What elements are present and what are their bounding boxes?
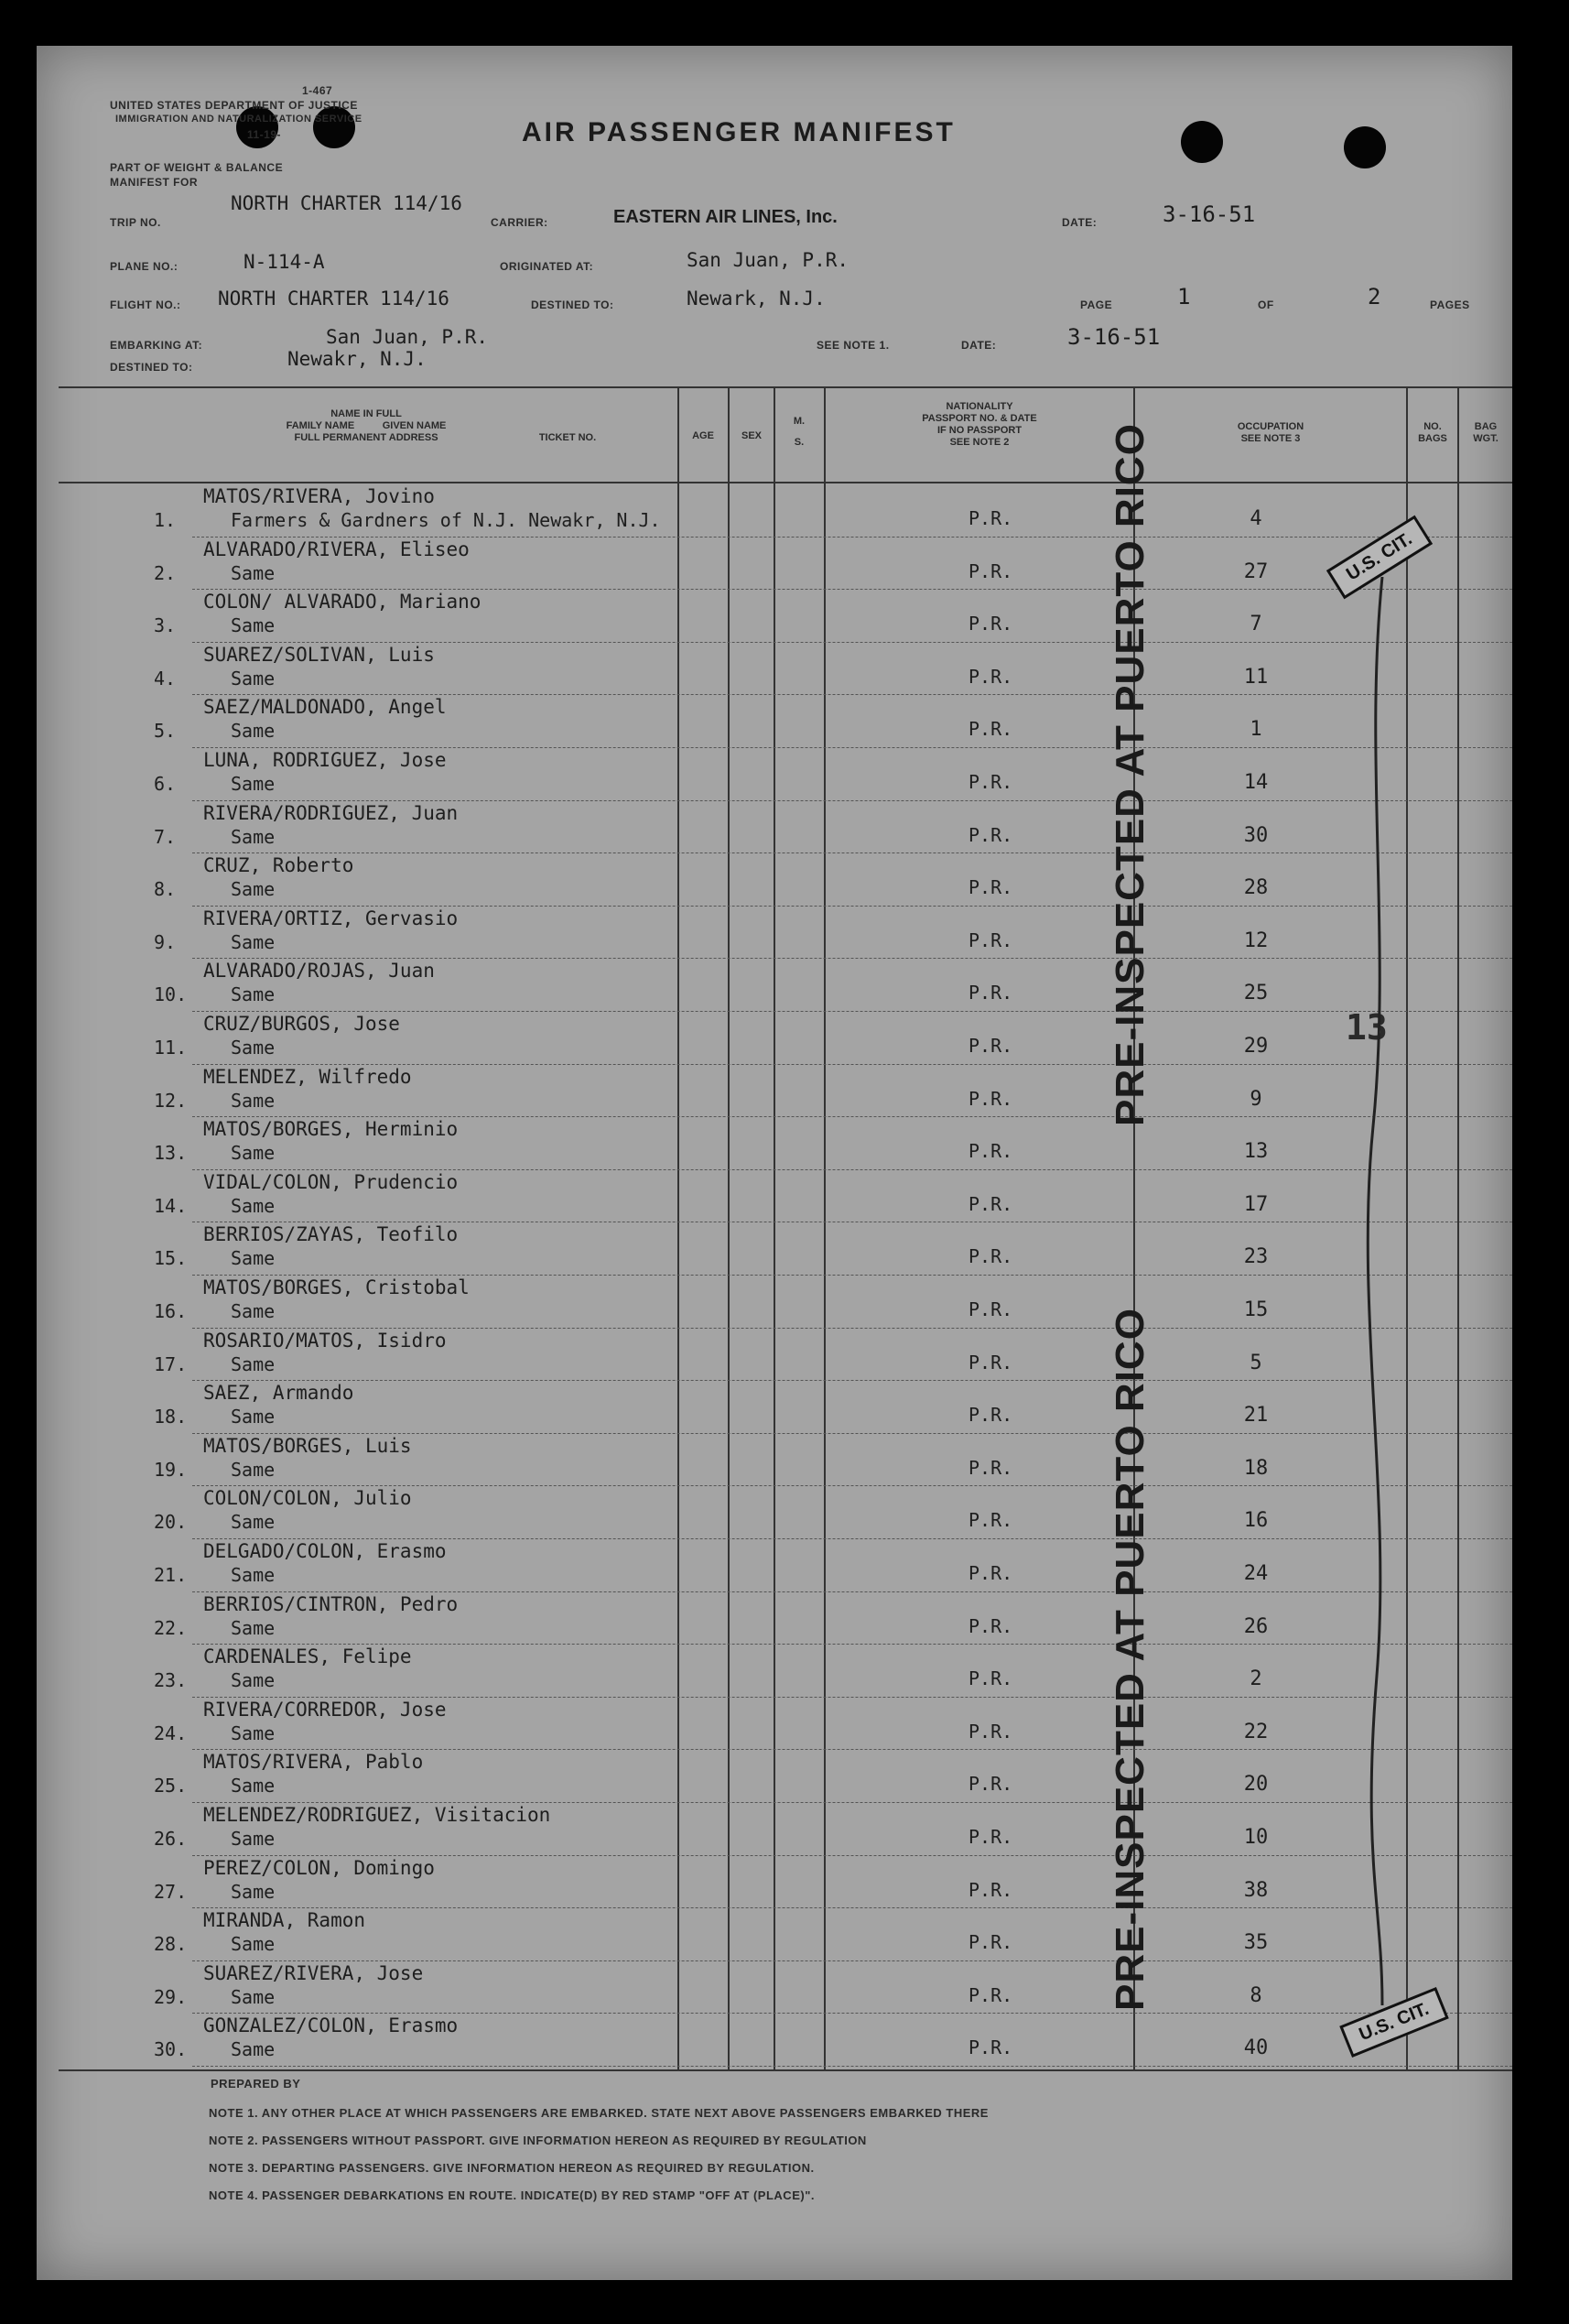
passenger-name: SAEZ, Armando bbox=[203, 1382, 354, 1405]
carrier-label: CARRIER: bbox=[491, 216, 548, 229]
passenger-name: MATOS/RIVERA, Pablo bbox=[203, 1751, 424, 1774]
passenger-name: MATOS/BORGES, Luis bbox=[203, 1434, 412, 1457]
row-number: 3. bbox=[154, 614, 177, 637]
passenger-name: ROSARIO/MATOS, Isidro bbox=[203, 1329, 447, 1352]
prepared-by-label: PREPARED BY bbox=[211, 2077, 301, 2091]
row-divider bbox=[192, 1538, 1512, 1539]
row-number: 4. bbox=[154, 667, 177, 690]
row-divider bbox=[192, 1802, 1512, 1803]
passenger-name: PEREZ/COLON, Domingo bbox=[203, 1856, 435, 1879]
passenger-occupation: 35 bbox=[1243, 1931, 1269, 1955]
row-divider bbox=[192, 1697, 1512, 1698]
passenger-address: Same bbox=[231, 1616, 276, 1639]
passenger-nationality: P.R. bbox=[968, 771, 1013, 793]
passenger-address: Same bbox=[231, 1669, 276, 1692]
passenger-address: Same bbox=[231, 1721, 276, 1744]
pages-label: PAGES bbox=[1430, 299, 1470, 311]
column-divider bbox=[774, 386, 775, 2069]
col-header-occ-line: OCCUPATION bbox=[1237, 421, 1304, 432]
passenger-nationality: P.R. bbox=[968, 1035, 1013, 1057]
date-value: 3-16-51 bbox=[1163, 201, 1256, 227]
row-number: 26. bbox=[154, 1828, 188, 1850]
passenger-occupation: 30 bbox=[1243, 823, 1269, 847]
us-citizen-stamp-upper: U.S. CIT. bbox=[1326, 516, 1433, 600]
passenger-name: MATOS/RIVERA, Jovino bbox=[203, 485, 435, 507]
passenger-occupation: 4 bbox=[1250, 507, 1262, 530]
row-divider bbox=[192, 1275, 1512, 1276]
passenger-nationality: P.R. bbox=[968, 1404, 1013, 1427]
passenger-address: Farmers & Gardners of N.J. Newakr, N.J. bbox=[231, 509, 661, 531]
col-header-bagwgt-line: WGT. bbox=[1473, 433, 1499, 444]
originated-label: ORIGINATED AT: bbox=[500, 260, 594, 273]
see-note-label: SEE NOTE 1. bbox=[817, 339, 890, 352]
passenger-occupation: 24 bbox=[1243, 1562, 1269, 1585]
row-number: 24. bbox=[154, 1721, 188, 1744]
row-number: 6. bbox=[154, 773, 177, 795]
date-label: DATE: bbox=[1062, 216, 1098, 229]
passenger-name: CRUZ/BURGOS, Jose bbox=[203, 1013, 400, 1035]
passenger-address: Same bbox=[231, 878, 276, 901]
passenger-occupation: 14 bbox=[1243, 771, 1269, 794]
embarking-label: EMBARKING AT: bbox=[110, 339, 203, 352]
passenger-occupation: 29 bbox=[1243, 1035, 1269, 1058]
passenger-address: Same bbox=[231, 614, 276, 637]
passenger-nationality: P.R. bbox=[968, 1720, 1013, 1743]
of-value: 2 bbox=[1368, 284, 1381, 310]
passenger-address: Same bbox=[231, 667, 276, 690]
passenger-nationality: P.R. bbox=[968, 876, 1013, 899]
row-divider bbox=[192, 852, 1512, 853]
col-header-bags bbox=[1408, 421, 1457, 445]
row-number: 11. bbox=[154, 1037, 188, 1059]
passenger-name: CRUZ, Roberto bbox=[203, 854, 354, 877]
passenger-occupation: 23 bbox=[1243, 1245, 1269, 1269]
row-number: 14. bbox=[154, 1194, 188, 1217]
destined-value: Newark, N.J. bbox=[687, 288, 826, 310]
col-header-nat-line: SEE NOTE 2 bbox=[949, 437, 1010, 448]
row-number: 9. bbox=[154, 930, 177, 953]
passenger-address: Same bbox=[231, 983, 276, 1006]
col-header-bagwgt-line: BAG bbox=[1474, 421, 1498, 432]
row-number: 27. bbox=[154, 1880, 188, 1903]
row-divider bbox=[192, 537, 1512, 538]
passenger-occupation: 27 bbox=[1243, 559, 1269, 583]
col-header-s: S. bbox=[794, 437, 805, 448]
row-number: 8. bbox=[154, 878, 177, 901]
passenger-nationality: P.R. bbox=[968, 1456, 1013, 1479]
row-number: 29. bbox=[154, 1985, 188, 2008]
row-number: 12. bbox=[154, 1089, 188, 1112]
passenger-address: Same bbox=[231, 1985, 276, 2008]
table-top-border bbox=[59, 386, 1512, 388]
note-1: NOTE 1. ANY OTHER PLACE AT WHICH PASSENGERS ARE EMBARKED. STATE NEXT ABOVE PASSENGERS EMBARKED THERE bbox=[209, 2106, 989, 2120]
passenger-address: Same bbox=[231, 1775, 276, 1797]
row-divider bbox=[192, 1960, 1512, 1961]
passenger-name: MATOS/BORGES, Cristobal bbox=[203, 1276, 470, 1298]
destined-to-value: Newakr, N.J. bbox=[287, 348, 427, 370]
passenger-name: COLON/COLON, Julio bbox=[203, 1487, 412, 1510]
passenger-address: Same bbox=[231, 1089, 276, 1112]
passenger-address: Same bbox=[231, 720, 276, 743]
punch-hole bbox=[236, 106, 278, 148]
row-number: 18. bbox=[154, 1406, 188, 1428]
passenger-name: SUAREZ/SOLIVAN, Luis bbox=[203, 643, 435, 666]
passenger-address: Same bbox=[231, 1511, 276, 1534]
col-header-ticket: TICKET NO. bbox=[538, 432, 597, 443]
passenger-occupation: 16 bbox=[1243, 1509, 1269, 1533]
row-divider bbox=[192, 1855, 1512, 1856]
passenger-address: Same bbox=[231, 561, 276, 584]
row-number: 21. bbox=[154, 1564, 188, 1586]
row-divider bbox=[192, 1644, 1512, 1645]
originated-value: San Juan, P.R. bbox=[687, 249, 849, 271]
punch-hole bbox=[1344, 126, 1386, 168]
passenger-name: DELGADO/COLON, Erasmo bbox=[203, 1540, 447, 1562]
passenger-occupation: 5 bbox=[1250, 1351, 1262, 1374]
date2-value: 3-16-51 bbox=[1067, 324, 1161, 350]
punch-hole bbox=[313, 106, 355, 148]
passenger-name: VIDAL/COLON, Prudencio bbox=[203, 1170, 459, 1193]
passenger-name: MELENDEZ, Wilfredo bbox=[203, 1065, 412, 1088]
col-header-sex: SEX bbox=[741, 430, 762, 441]
passenger-nationality: P.R. bbox=[968, 1509, 1013, 1532]
page-value: 1 bbox=[1177, 284, 1191, 310]
passenger-name: BERRIOS/ZAYAS, Teofilo bbox=[203, 1223, 459, 1246]
row-divider bbox=[192, 800, 1512, 801]
passenger-nationality: P.R. bbox=[968, 1298, 1013, 1320]
passenger-address: Same bbox=[231, 1406, 276, 1428]
passenger-nationality: P.R. bbox=[968, 559, 1013, 582]
manifest-sheet bbox=[37, 46, 1512, 2280]
col-header-nat-line: PASSPORT NO. & DATE bbox=[922, 413, 1037, 424]
row-number: 7. bbox=[154, 825, 177, 848]
page-label: PAGE bbox=[1080, 299, 1113, 311]
col-header-occupation bbox=[1135, 421, 1406, 445]
note-3: NOTE 3. DEPARTING PASSENGERS. GIVE INFORMATION HEREON AS REQUIRED BY REGULATION. bbox=[209, 2161, 815, 2175]
passenger-address: Same bbox=[231, 1880, 276, 1903]
passenger-name: COLON/ ALVARADO, Mariano bbox=[203, 591, 482, 614]
plane-no-label: PLANE NO.: bbox=[110, 260, 179, 273]
passenger-occupation: 8 bbox=[1250, 1983, 1262, 2007]
passenger-name: SAEZ/MALDONADO, Angel bbox=[203, 696, 447, 719]
passenger-nationality: P.R. bbox=[968, 1245, 1013, 1268]
passenger-nationality: P.R. bbox=[968, 2036, 1013, 2059]
row-number: 16. bbox=[154, 1300, 188, 1322]
passenger-occupation: 13 bbox=[1243, 1140, 1269, 1164]
passenger-address: Same bbox=[231, 1458, 276, 1481]
row-number: 23. bbox=[154, 1669, 188, 1692]
department-line-3: 11-19- bbox=[247, 128, 282, 141]
col-header-nat-line: IF NO PASSPORT bbox=[936, 425, 1023, 436]
row-number: 2. bbox=[154, 561, 177, 584]
passenger-nationality: P.R. bbox=[968, 1878, 1013, 1901]
passenger-nationality: P.R. bbox=[968, 613, 1013, 635]
passenger-occupation: 20 bbox=[1243, 1773, 1269, 1797]
passenger-occupation: 2 bbox=[1250, 1667, 1262, 1691]
passenger-nationality: P.R. bbox=[968, 929, 1013, 951]
row-number: 25. bbox=[154, 1775, 188, 1797]
row-divider bbox=[192, 1380, 1512, 1381]
col-header-bags-line: BAGS bbox=[1418, 433, 1447, 444]
passenger-nationality: P.R. bbox=[968, 1192, 1013, 1215]
col-header-occ-line: SEE NOTE 3 bbox=[1240, 433, 1301, 444]
col-header-nat-line: NATIONALITY bbox=[946, 401, 1013, 412]
row-number: 10. bbox=[154, 983, 188, 1006]
punch-hole bbox=[1181, 121, 1223, 163]
passenger-address: Same bbox=[231, 825, 276, 848]
row-divider bbox=[192, 1011, 1512, 1012]
passenger-occupation: 11 bbox=[1243, 665, 1269, 689]
passenger-occupation: 12 bbox=[1243, 929, 1269, 952]
table-header-border bbox=[59, 482, 1512, 483]
passenger-name: CARDENALES, Felipe bbox=[203, 1645, 412, 1668]
passenger-nationality: P.R. bbox=[968, 1562, 1013, 1584]
note-4: NOTE 4. PASSENGER DEBARKATIONS EN ROUTE. INDICATE(D) BY RED STAMP "OFF AT (PLACE)". bbox=[209, 2188, 815, 2202]
column-divider bbox=[824, 386, 826, 2069]
col-header-bags-line: NO. bbox=[1423, 421, 1442, 432]
passenger-nationality: P.R. bbox=[968, 1983, 1013, 2006]
row-divider bbox=[192, 747, 1512, 748]
passenger-occupation: 10 bbox=[1243, 1826, 1269, 1849]
trip-no-label: TRIP NO. bbox=[110, 216, 161, 229]
passenger-address: Same bbox=[231, 1247, 276, 1270]
column-divider bbox=[677, 386, 679, 2069]
passenger-name: ALVARADO/RIVERA, Eliseo bbox=[203, 538, 470, 560]
passenger-address: Same bbox=[231, 930, 276, 953]
row-divider bbox=[192, 589, 1512, 590]
row-divider bbox=[192, 694, 1512, 695]
column-divider bbox=[728, 386, 730, 2069]
passenger-occupation: 17 bbox=[1243, 1192, 1269, 1216]
destined-to-label: DESTINED TO: bbox=[110, 361, 193, 374]
passenger-address: Same bbox=[231, 1564, 276, 1586]
date2-label: DATE: bbox=[961, 339, 997, 352]
col-header-name-line: FULL PERMANENT ADDRESS bbox=[294, 432, 438, 443]
passenger-nationality: P.R. bbox=[968, 1773, 1013, 1796]
col-header-age: AGE bbox=[692, 430, 714, 441]
passenger-name: MATOS/BORGES, Herminio bbox=[203, 1118, 459, 1141]
row-divider bbox=[192, 2013, 1512, 2014]
passenger-occupation: 9 bbox=[1250, 1087, 1262, 1111]
part-of-line-2: MANIFEST FOR bbox=[110, 176, 198, 189]
col-header-name-line: FAMILY NAME GIVEN NAME bbox=[286, 420, 447, 431]
passenger-address: Same bbox=[231, 1352, 276, 1375]
row-divider bbox=[192, 1328, 1512, 1329]
row-divider bbox=[192, 1169, 1512, 1170]
passenger-nationality: P.R. bbox=[968, 507, 1013, 529]
passenger-name: RIVERA/RODRIGUEZ, Juan bbox=[203, 801, 459, 824]
pre-inspected-stamp-lower: PRE-INSPECTED AT PUERTO RICO bbox=[1108, 1308, 1152, 2011]
col-header-name-line: NAME IN FULL bbox=[330, 408, 402, 419]
flight-no-label: FLIGHT NO.: bbox=[110, 299, 181, 311]
passenger-nationality: P.R. bbox=[968, 1931, 1013, 1954]
passenger-nationality: P.R. bbox=[968, 1351, 1013, 1374]
row-number: 28. bbox=[154, 1933, 188, 1956]
passenger-nationality: P.R. bbox=[968, 1826, 1013, 1848]
row-divider bbox=[192, 1907, 1512, 1908]
handwritten-total: 13 bbox=[1346, 1007, 1388, 1048]
passenger-occupation: 25 bbox=[1243, 982, 1269, 1005]
passenger-name: GONZALEZ/COLON, Erasmo bbox=[203, 2014, 459, 2037]
embarking-value: San Juan, P.R. bbox=[326, 326, 489, 348]
column-divider bbox=[1457, 386, 1459, 2069]
passenger-address: Same bbox=[231, 1037, 276, 1059]
destined-label: DESTINED TO: bbox=[531, 299, 614, 311]
note-2: NOTE 2. PASSENGERS WITHOUT PASSPORT. GIVE INFORMATION HEREON AS REQUIRED BY REGULATION bbox=[209, 2134, 867, 2147]
trip-no-value: NORTH CHARTER 114/16 bbox=[231, 192, 462, 214]
pre-inspected-stamp-upper: PRE-INSPECTED AT PUERTO RICO bbox=[1108, 423, 1152, 1126]
row-divider bbox=[192, 1064, 1512, 1065]
row-divider bbox=[192, 1591, 1512, 1592]
passenger-address: Same bbox=[231, 773, 276, 795]
col-header-nationality bbox=[826, 401, 1133, 449]
row-divider bbox=[192, 906, 1512, 907]
col-header-ms bbox=[775, 416, 823, 449]
row-number: 20. bbox=[154, 1511, 188, 1534]
passenger-name: BERRIOS/CINTRON, Pedro bbox=[203, 1592, 459, 1615]
passenger-name: MELENDEZ/RODRIGUEZ, Visitacion bbox=[203, 1804, 551, 1826]
passenger-occupation: 15 bbox=[1243, 1298, 1269, 1321]
passenger-occupation: 18 bbox=[1243, 1456, 1269, 1480]
row-number: 17. bbox=[154, 1352, 188, 1375]
row-number: 5. bbox=[154, 720, 177, 743]
bracket-line bbox=[1355, 577, 1410, 2005]
carrier-value: EASTERN AIR LINES, Inc. bbox=[613, 207, 838, 227]
row-number: 22. bbox=[154, 1616, 188, 1639]
passenger-address: Same bbox=[231, 1300, 276, 1322]
passenger-occupation: 21 bbox=[1243, 1404, 1269, 1428]
passenger-nationality: P.R. bbox=[968, 1140, 1013, 1163]
passenger-nationality: P.R. bbox=[968, 1087, 1013, 1110]
part-of-line-1: PART OF WEIGHT & BALANCE bbox=[110, 161, 284, 174]
passenger-nationality: P.R. bbox=[968, 982, 1013, 1005]
row-divider bbox=[192, 2066, 1512, 2067]
form-number: 1-467 bbox=[302, 84, 333, 97]
passenger-occupation: 22 bbox=[1243, 1720, 1269, 1743]
plane-no-value: N-114-A bbox=[243, 251, 325, 273]
passenger-nationality: P.R. bbox=[968, 718, 1013, 741]
passenger-address: Same bbox=[231, 1194, 276, 1217]
passenger-name: SUAREZ/RIVERA, Jose bbox=[203, 1961, 424, 1984]
passenger-nationality: P.R. bbox=[968, 823, 1013, 846]
passenger-address: Same bbox=[231, 1933, 276, 1956]
passenger-address: Same bbox=[231, 1142, 276, 1165]
col-header-name bbox=[174, 408, 558, 444]
passenger-occupation: 40 bbox=[1243, 2036, 1269, 2060]
passenger-name: MIRANDA, Ramon bbox=[203, 1909, 366, 1932]
passenger-occupation: 28 bbox=[1243, 876, 1269, 900]
row-number: 15. bbox=[154, 1247, 188, 1270]
passenger-occupation: 1 bbox=[1250, 718, 1262, 742]
passenger-name: RIVERA/CORREDOR, Jose bbox=[203, 1698, 447, 1721]
passenger-name: LUNA, RODRIGUEZ, Jose bbox=[203, 749, 447, 771]
row-number: 13. bbox=[154, 1142, 188, 1165]
col-header-bag-weight bbox=[1459, 421, 1512, 445]
department-line-2: IMMIGRATION AND NATURALIZATION SERVICE bbox=[115, 114, 362, 125]
row-divider bbox=[192, 958, 1512, 959]
passenger-name: RIVERA/ORTIZ, Gervasio bbox=[203, 907, 459, 929]
row-divider bbox=[192, 1433, 1512, 1434]
passenger-occupation: 7 bbox=[1250, 613, 1262, 636]
row-divider bbox=[192, 642, 1512, 643]
passenger-nationality: P.R. bbox=[968, 665, 1013, 688]
passenger-name: ALVARADO/ROJAS, Juan bbox=[203, 960, 435, 983]
row-divider bbox=[192, 1116, 1512, 1117]
department-line-1: UNITED STATES DEPARTMENT OF JUSTICE bbox=[110, 99, 358, 112]
row-divider bbox=[192, 1749, 1512, 1750]
passenger-occupation: 38 bbox=[1243, 1878, 1269, 1902]
passenger-nationality: P.R. bbox=[968, 1667, 1013, 1690]
passenger-occupation: 26 bbox=[1243, 1614, 1269, 1638]
passenger-address: Same bbox=[231, 2038, 276, 2061]
passenger-nationality: P.R. bbox=[968, 1614, 1013, 1637]
row-number: 30. bbox=[154, 2038, 188, 2061]
flight-no-value: NORTH CHARTER 114/16 bbox=[218, 288, 449, 310]
of-label: OF bbox=[1258, 299, 1274, 311]
row-number: 1. bbox=[154, 509, 177, 531]
page-title: AIR PASSENGER MANIFEST bbox=[522, 117, 956, 147]
table-bottom-border bbox=[59, 2069, 1512, 2071]
passenger-address: Same bbox=[231, 1828, 276, 1850]
row-number: 19. bbox=[154, 1458, 188, 1481]
us-citizen-stamp-lower: U.S. CIT. bbox=[1339, 1987, 1449, 2058]
row-divider bbox=[192, 1485, 1512, 1486]
col-header-m: M. bbox=[793, 416, 806, 427]
